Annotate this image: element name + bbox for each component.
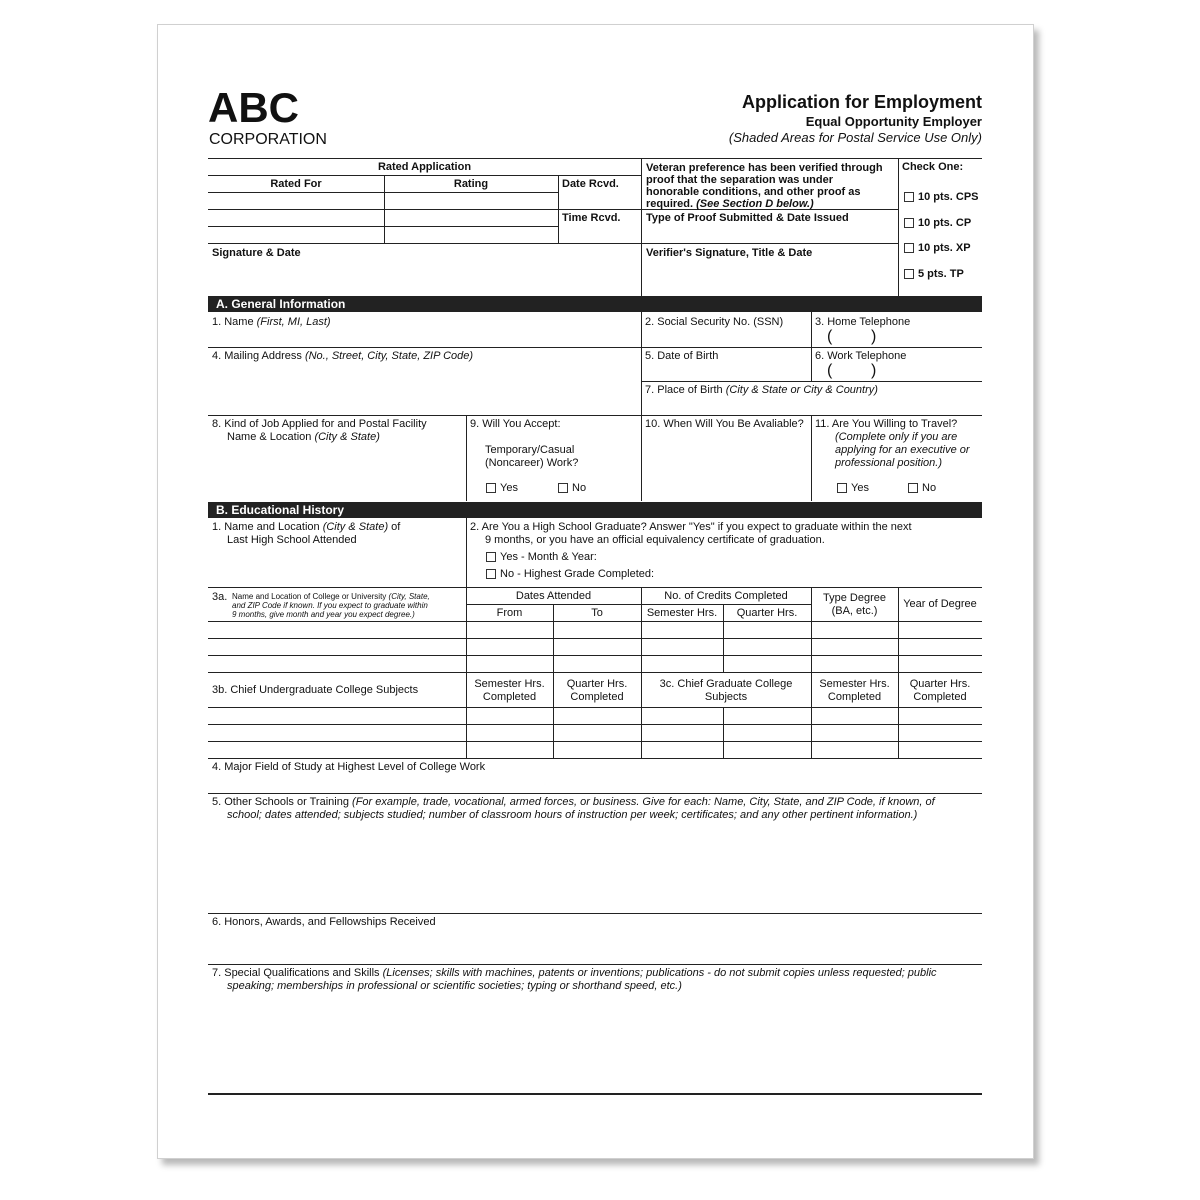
travel-note-3: professional position.) <box>835 457 943 469</box>
ug-semester-completed: Completed <box>482 691 537 703</box>
grad-semester-hrs-header: Semester Hrs. <box>819 678 890 690</box>
year-degree-header: Year of Degree <box>903 598 977 610</box>
mailing-address-label: 4. Mailing Address (No., Street, City, State, ZIP Code) <box>212 350 474 362</box>
travel-note-1: (Complete only if you are <box>835 431 958 443</box>
checkbox-icon[interactable] <box>837 483 847 493</box>
grad-semester-completed: Completed <box>827 691 882 703</box>
temporary-casual-label: Temporary/Casual <box>485 444 575 456</box>
to-header: To <box>591 607 603 619</box>
type-of-proof-label: Type of Proof Submitted & Date Issued <box>646 212 849 224</box>
checkbox-icon[interactable] <box>908 483 918 493</box>
college-3a-label-3: 9 months, give month and year you expect degree.) <box>232 610 415 619</box>
ug-quarter-completed: Completed <box>570 691 624 703</box>
signature-date-label: Signature & Date <box>212 247 301 259</box>
major-field-label: 4. Major Field of Study at Highest Level of College Work <box>212 761 486 773</box>
veteran-text-1: Veteran preference has been verified through <box>646 162 883 174</box>
ug-semester-hrs-header: Semester Hrs. <box>474 678 545 690</box>
job-applied-label: 8. Kind of Job Applied for and Postal Facility <box>212 418 427 430</box>
rating-header: Rating <box>453 178 489 190</box>
travel-label: 11. Are You Willing to Travel? <box>815 418 958 430</box>
rated-for-header: Rated For <box>270 178 322 190</box>
hs-no-option[interactable]: No - Highest Grade Completed: <box>486 568 654 580</box>
grad-quarter-hrs-header: Quarter Hrs. <box>909 678 971 690</box>
special-qualifications-label-2: speaking; memberships in professional or scientific societies; typing or shorthand speed, etc.) <box>227 980 682 992</box>
check-one-label: Check One: <box>902 161 964 173</box>
home-telephone-label: 3. Home Telephone <box>815 316 911 328</box>
job-applied-label-2: Name & Location (City & State) <box>227 431 380 443</box>
ssn-field-label: 2. Social Security No. (SSN) <box>645 316 784 328</box>
travel-yes-option[interactable]: Yes <box>837 482 869 494</box>
high-school-label: 1. Name and Location (City & State) of <box>212 521 401 533</box>
option-10-cp[interactable]: 10 pts. CP <box>904 217 971 229</box>
dates-attended-header: Dates Attended <box>515 590 592 602</box>
checkbox-icon[interactable] <box>904 269 914 279</box>
veteran-text-4: required. (See Section D below.) <box>646 198 814 210</box>
work-telephone-label: 6. Work Telephone <box>815 350 907 362</box>
company-logo-subtitle: CORPORATION <box>209 131 327 148</box>
form-subtitle: Equal Opportunity Employer <box>805 114 982 129</box>
area-code-close: ) <box>871 328 877 345</box>
grad-subjects-label: 3c. Chief Graduate College <box>659 678 793 690</box>
credits-header: No. of Credits Completed <box>664 590 788 602</box>
area-code-close: ) <box>871 362 877 379</box>
checkbox-icon[interactable] <box>486 552 496 562</box>
option-10-cps[interactable]: 10 pts. CPS <box>904 191 979 203</box>
accept-yes-option[interactable]: Yes <box>486 482 518 494</box>
accept-no-option[interactable]: No <box>558 482 586 494</box>
time-received-label: Time Rcvd. <box>562 212 621 224</box>
college-3a-label: Name and Location of College or University (City, State, <box>232 592 430 601</box>
travel-note-2: applying for an executive or <box>835 444 970 456</box>
college-3a-number: 3a. <box>212 591 228 603</box>
form-title: Application for Employment <box>741 92 982 112</box>
checkbox-icon[interactable] <box>558 483 568 493</box>
veteran-text-3: honorable conditions, and other proof as <box>646 186 861 198</box>
type-degree-header-2: (BA, etc.) <box>831 605 878 617</box>
ug-quarter-hrs-header: Quarter Hrs. <box>566 678 628 690</box>
undergrad-subjects-label: 3b. Chief Undergraduate College Subjects <box>212 684 419 696</box>
area-code-open: ( <box>827 362 833 379</box>
special-qualifications-label: 7. Special Qualifications and Skills (Licenses; skills with machines, patents or inventions; publications - do not submit copies unless requested; public <box>212 967 937 979</box>
noncareer-label: (Noncareer) Work? <box>485 457 579 469</box>
veteran-text-2: proof that the separation was under <box>646 174 834 186</box>
grad-subjects-label-2: Subjects <box>704 691 748 703</box>
company-logo: ABC <box>208 84 299 131</box>
date-of-birth-label: 5. Date of Birth <box>645 350 719 362</box>
honors-label: 6. Honors, Awards, and Fellowships Received <box>212 916 436 928</box>
from-header: From <box>496 607 523 619</box>
other-schools-label-2: school; dates attended; subjects studied; number of classroom hours of instruction per week; certificates; and any other pertinent information.) <box>227 809 918 821</box>
hs-yes-option[interactable]: Yes - Month & Year: <box>486 551 597 563</box>
option-10-xp[interactable]: 10 pts. XP <box>904 242 971 254</box>
grad-quarter-completed: Completed <box>913 691 967 703</box>
hs-graduate-label-2: 9 months, or you have an official equivalency certificate of graduation. <box>485 534 825 546</box>
verifier-label: Verifier's Signature, Title & Date <box>646 247 813 259</box>
checkbox-icon[interactable] <box>904 218 914 228</box>
checkbox-icon[interactable] <box>486 569 496 579</box>
checkbox-icon[interactable] <box>904 192 914 202</box>
college-3a-label-2: and ZIP Code if known. If you expect to graduate within <box>232 601 428 610</box>
area-code-open: ( <box>827 328 833 345</box>
checkbox-icon[interactable] <box>486 483 496 493</box>
hs-graduate-label: 2. Are You a High School Graduate? Answer "Yes" if you expect to graduate within the next <box>470 521 912 533</box>
checkbox-icon[interactable] <box>904 243 914 253</box>
semester-hrs-header: Semester Hrs. <box>646 607 718 619</box>
high-school-label-2: Last High School Attended <box>227 534 357 546</box>
quarter-hrs-header: Quarter Hrs. <box>736 607 798 619</box>
available-date-label: 10. When Will You Be Avaliable? <box>645 418 804 430</box>
section-a-header: A. General Information <box>208 296 982 312</box>
type-degree-header: Type Degree <box>823 592 886 604</box>
will-you-accept-label: 9. Will You Accept: <box>470 418 561 430</box>
other-schools-label: 5. Other Schools or Training (For example, trade, vocational, armed forces, or business. Give for each: Name, City, State, and ZIP Code, if known, of <box>212 796 935 808</box>
rated-application-title: Rated Application <box>377 161 472 173</box>
form-note: (Shaded Areas for Postal Service Use Only) <box>728 130 982 145</box>
travel-no-option[interactable]: No <box>908 482 936 494</box>
name-field-label: 1. Name (First, MI, Last) <box>212 316 331 328</box>
option-5-tp[interactable]: 5 pts. TP <box>904 268 964 280</box>
place-of-birth-label: 7. Place of Birth (City & State or City & Country) <box>645 384 878 396</box>
section-b-header: B. Educational History <box>208 502 982 518</box>
date-received-label: Date Rcvd. <box>562 178 619 190</box>
